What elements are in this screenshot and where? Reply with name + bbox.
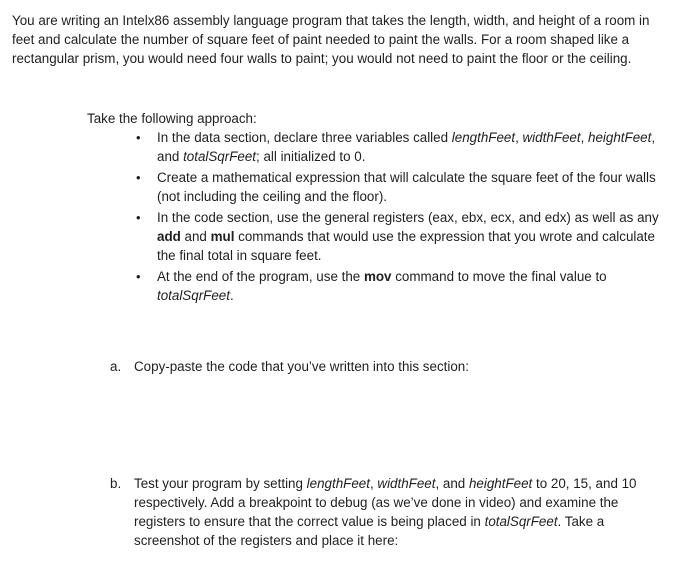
var-lengthfeet: lengthFeet (306, 476, 370, 491)
bullet-icon: • (136, 210, 141, 225)
keyword-mul: mul (210, 229, 235, 244)
var-widthfeet: widthFeet (377, 476, 436, 491)
var-totalsqrfeet: totalSqrFeet (484, 514, 558, 529)
question-a (110, 357, 644, 376)
intro-paragraph: You are writing an Intelx86 assembly language program that takes the length, width, and height of a room in feet and calculate the number of square feet of paint needed to paint the walls. For a room shaped like a rectangular prism, you would need four walls to paint; you would not need to paint the floor or the ceiling. (12, 13, 650, 66)
question-b (110, 474, 644, 550)
var-lengthfeet: lengthFeet (451, 130, 516, 145)
list-item: • At the end of the program, use the mov command to move the final value to totalSqrFeet. (136, 269, 607, 303)
var-widthfeet: widthFeet (522, 130, 581, 145)
approach-heading: Take the following approach: (87, 111, 257, 126)
keyword-mov: mov (363, 269, 392, 284)
list-item: • In the code section, use the general registers (eax, ebx, ecx, and edx) as well as any add and mul commands that would use the expression that you wrote and calculate the final total in square feet. (136, 210, 659, 263)
question-letter: a. (110, 359, 122, 374)
var-heightfeet: heightFeet (468, 476, 533, 491)
keyword-add: add (157, 229, 181, 244)
question-text: Test your program by setting lengthFeet, widthFeet, and heightFeet to 20, 15, and 10 respectively. Add a breakpoint to debug (as we’ve done in video) and examine the registers to ensure that the correct value is being placed in totalSqrFeet. Take a screenshot of the registers and place it here: (134, 476, 637, 548)
question-text: Copy-paste the code that you’ve written into this section: (134, 359, 469, 374)
var-heightfeet: heightFeet (588, 130, 652, 145)
bullet-icon: • (136, 130, 141, 145)
question-letter: b. (110, 476, 122, 491)
bullet-icon: • (136, 269, 141, 284)
var-totalsqrfeet: totalSqrFeet (183, 149, 257, 164)
list-item: • Create a mathematical expression that will calculate the square feet of the four walls (not including the ceiling and the floor). (136, 170, 656, 204)
approach-list (136, 128, 667, 307)
bullet-icon: • (136, 170, 141, 185)
var-totalsqrfeet: totalSqrFeet (157, 288, 230, 303)
list-item: • In the data section, declare three variables called lengthFeet, widthFeet, heightFeet, and totalSqrFeet; all initialized to 0. (136, 130, 656, 164)
